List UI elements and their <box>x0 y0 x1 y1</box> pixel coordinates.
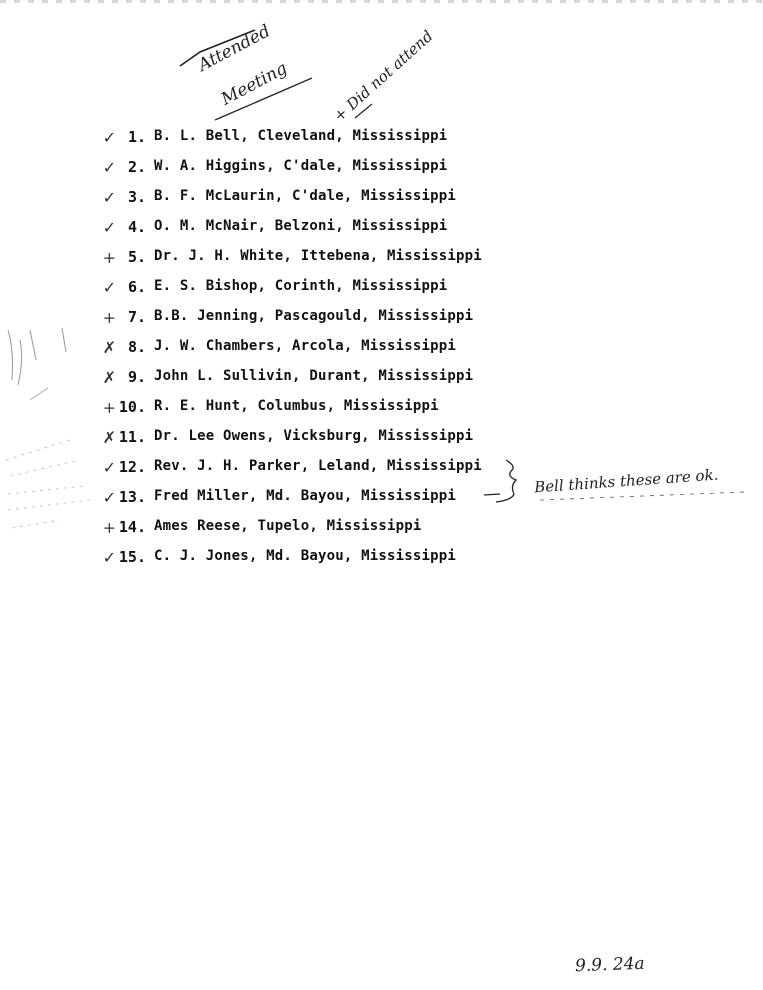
item-number: 15. <box>118 548 146 566</box>
item-number: 14. <box>118 518 146 536</box>
attendee-text: Dr. J. H. White, Ittebena, Mississippi <box>154 248 482 264</box>
attendee-text: E. S. Bishop, Corinth, Mississippi <box>154 278 448 294</box>
bracket-note: Bell thinks these are ok. <box>533 465 719 497</box>
check-mark: ✓ <box>102 218 116 237</box>
attendee-text: Dr. Lee Owens, Vicksburg, Mississippi <box>154 428 474 444</box>
file-number-note: 9.9. 24a <box>574 953 645 977</box>
item-number: 6. <box>127 278 146 296</box>
check-mark: ✓ <box>102 188 116 207</box>
brace-stroke <box>496 460 516 502</box>
check-mark: ✓ <box>102 128 116 147</box>
margin-faint-lines <box>6 440 90 528</box>
attendee-text: O. M. McNair, Belzoni, Mississippi <box>154 218 448 234</box>
margin-faint-scribble <box>8 328 66 385</box>
item-number: 2. <box>127 158 146 176</box>
margin-faint-dash <box>30 388 48 400</box>
attended-note: Attended <box>195 21 274 76</box>
check-mark: + <box>102 518 116 537</box>
brace-tick <box>484 494 500 495</box>
attendee-text: J. W. Chambers, Arcola, Mississippi <box>154 338 457 354</box>
item-number: 13. <box>118 488 146 506</box>
attendee-text: R. E. Hunt, Columbus, Mississippi <box>154 398 439 414</box>
check-mark: ✗ <box>102 338 116 357</box>
check-mark: ✗ <box>102 368 116 387</box>
check-mark: ✓ <box>102 488 116 507</box>
attendee-text: B. L. Bell, Cleveland, Mississippi <box>154 128 448 144</box>
attendee-text: C. J. Jones, Md. Bayou, Mississippi <box>154 548 457 564</box>
check-mark: + <box>102 308 116 327</box>
check-mark: + <box>102 248 116 267</box>
attendee-text: Ames Reese, Tupelo, Mississippi <box>154 518 422 534</box>
item-number: 11. <box>118 428 146 446</box>
item-number: 4. <box>127 218 146 236</box>
attendee-text: John L. Sullivin, Durant, Mississippi <box>154 368 474 384</box>
item-number: 3. <box>127 188 146 206</box>
check-mark: ✓ <box>102 458 116 477</box>
check-mark: ✓ <box>102 278 116 297</box>
did-not-attend-note: + Did not attend <box>330 26 437 126</box>
item-number: 7. <box>127 308 146 326</box>
meeting-note: Meeting <box>218 58 291 110</box>
check-mark: + <box>102 398 116 417</box>
attendee-text: Rev. J. H. Parker, Leland, Mississippi <box>154 458 482 474</box>
attendee-text: W. A. Higgins, C'dale, Mississippi <box>154 158 448 174</box>
item-number: 8. <box>127 338 146 356</box>
check-mark: ✗ <box>102 428 116 447</box>
item-number: 12. <box>118 458 146 476</box>
item-number: 1. <box>127 128 146 146</box>
attendee-text: B. F. McLaurin, C'dale, Mississippi <box>154 188 457 204</box>
attendee-text: Fred Miller, Md. Bayou, Mississippi <box>154 488 457 504</box>
item-number: 9. <box>127 368 146 386</box>
check-mark: ✓ <box>102 548 116 567</box>
item-number: 5. <box>127 248 146 266</box>
item-number: 10. <box>118 398 146 416</box>
attendee-text: B.B. Jenning, Pascagould, Mississippi <box>154 308 474 324</box>
check-mark: ✓ <box>102 158 116 177</box>
